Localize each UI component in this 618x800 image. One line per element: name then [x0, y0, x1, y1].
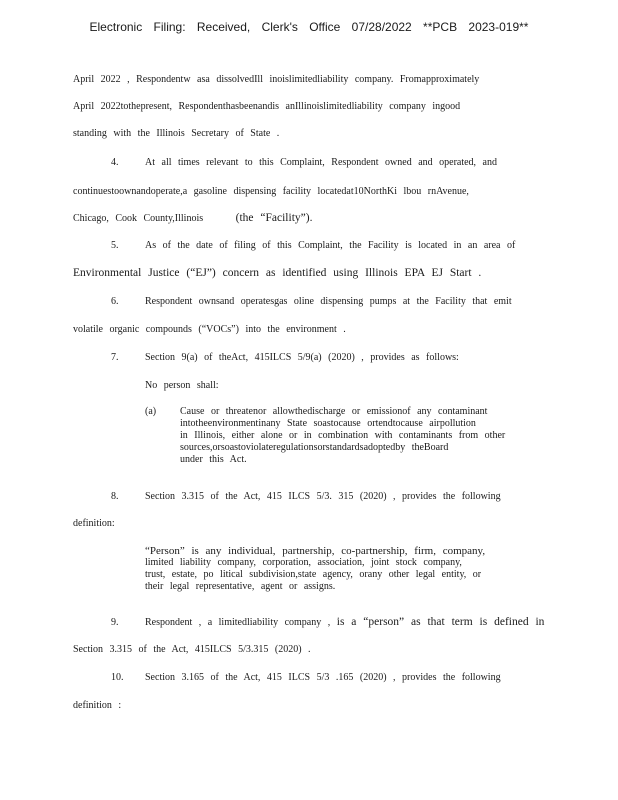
- paragraph-text: Section 3.165 of the Act, 415 ILCS 5/3 .165 (2020) , provides the following: [145, 672, 501, 683]
- quote-line: limited liability company, corporation, association, joint stock company,: [145, 557, 462, 568]
- paragraph-text: Respondent , a limitedliability company ,: [145, 617, 331, 628]
- quote-intro: No person shall:: [145, 380, 219, 391]
- definition-quote: [145, 545, 535, 593]
- statute-quote: [180, 406, 540, 466]
- quote-line: their legal representative, agent or assigns.: [145, 581, 336, 592]
- paragraph-6-first-line: [111, 296, 581, 308]
- paragraph-text: Respondent ownsand operatesgas oline dispensing pumps at the Facility that emit: [145, 296, 512, 307]
- paragraph-9-first-line: [111, 616, 581, 629]
- paragraph-text: At all times relevant to this Complaint, Respondent owned and operated, and: [145, 157, 497, 168]
- person-definition: is a “person” as that term is defined in: [336, 616, 545, 628]
- body-line: Environmental Justice (“EJ”) concern as identified using Illinois EPA EJ Start .: [73, 267, 482, 279]
- quote-line: sources,orsoastoviolateregulationsorstandardsadoptedby theBoard: [180, 442, 449, 453]
- quote-line: Cause or threatenor allowthedischarge or emissionof any contaminant: [180, 406, 488, 417]
- body-line: definition :: [73, 700, 122, 711]
- paragraph-7-first-line: [111, 352, 581, 364]
- paragraph-10-first-line: [111, 672, 581, 684]
- paragraph-text: As of the date of filing of this Complaint, the Facility is located in an area of: [145, 240, 516, 251]
- body-line: April 2022 , Respondentw asa dissolvedIll inoislimitedliability company. Fromapproximately: [73, 74, 480, 85]
- body-line: Section 3.315 of the Act, 415ILCS 5/3.315 (2020) .: [73, 644, 311, 655]
- body-line: definition:: [73, 518, 115, 529]
- paragraph-number: 7.: [111, 352, 119, 363]
- paragraph-4-first-line: [111, 157, 581, 169]
- paragraph-number: 9.: [111, 617, 119, 628]
- quote-line: intotheenvironmentinany State soastocause ortendtocause airpollution: [180, 418, 476, 429]
- facility-definition: (the “Facility”).: [235, 212, 313, 224]
- body-line: April 2022tothepresent, Respondenthasbeenandis anIllinoislimitedliability company ingood: [73, 101, 461, 112]
- subsection-label: (a): [145, 406, 157, 417]
- body-line: continuestoownandoperate,a gasoline dispensing facility locatedat10NorthKi lbou rnAvenue,: [73, 186, 469, 197]
- paragraph-text: Section 9(a) of theAct, 415ILCS 5/9(a) (2020) , provides as follows:: [145, 352, 459, 363]
- body-line: [73, 212, 543, 225]
- quote-line: “Person” is any individual, partnership, co-partnership, firm, company,: [145, 545, 486, 557]
- paragraph-number: 4.: [111, 157, 119, 168]
- body-line: volatile organic compounds (“VOCs”) into the environment .: [73, 324, 346, 335]
- body-text: Chicago, Cook County,Illinois: [73, 213, 204, 224]
- paragraph-5-first-line: [111, 240, 581, 252]
- quote-line: under this Act.: [180, 454, 247, 465]
- paragraph-number: 6.: [111, 296, 119, 307]
- paragraph-number: 8.: [111, 491, 119, 502]
- quote-line: in Illinois, either alone or in combination with contaminants from other: [180, 430, 506, 441]
- quote-line: trust, estate, po litical subdivision,state agency, orany other legal entity, or: [145, 569, 482, 580]
- paragraph-number: 5.: [111, 240, 119, 251]
- paragraph-8-first-line: [111, 491, 581, 503]
- filing-stamp-header: Electronic Filing: Received, Clerk's Office 07/28/2022 **PCB 2023-019**: [89, 20, 529, 34]
- paragraph-text: Section 3.315 of the Act, 415 ILCS 5/3. 315 (2020) , provides the following: [145, 491, 501, 502]
- paragraph-number: 10.: [111, 672, 124, 683]
- body-line: standing with the Illinois Secretary of State .: [73, 128, 280, 139]
